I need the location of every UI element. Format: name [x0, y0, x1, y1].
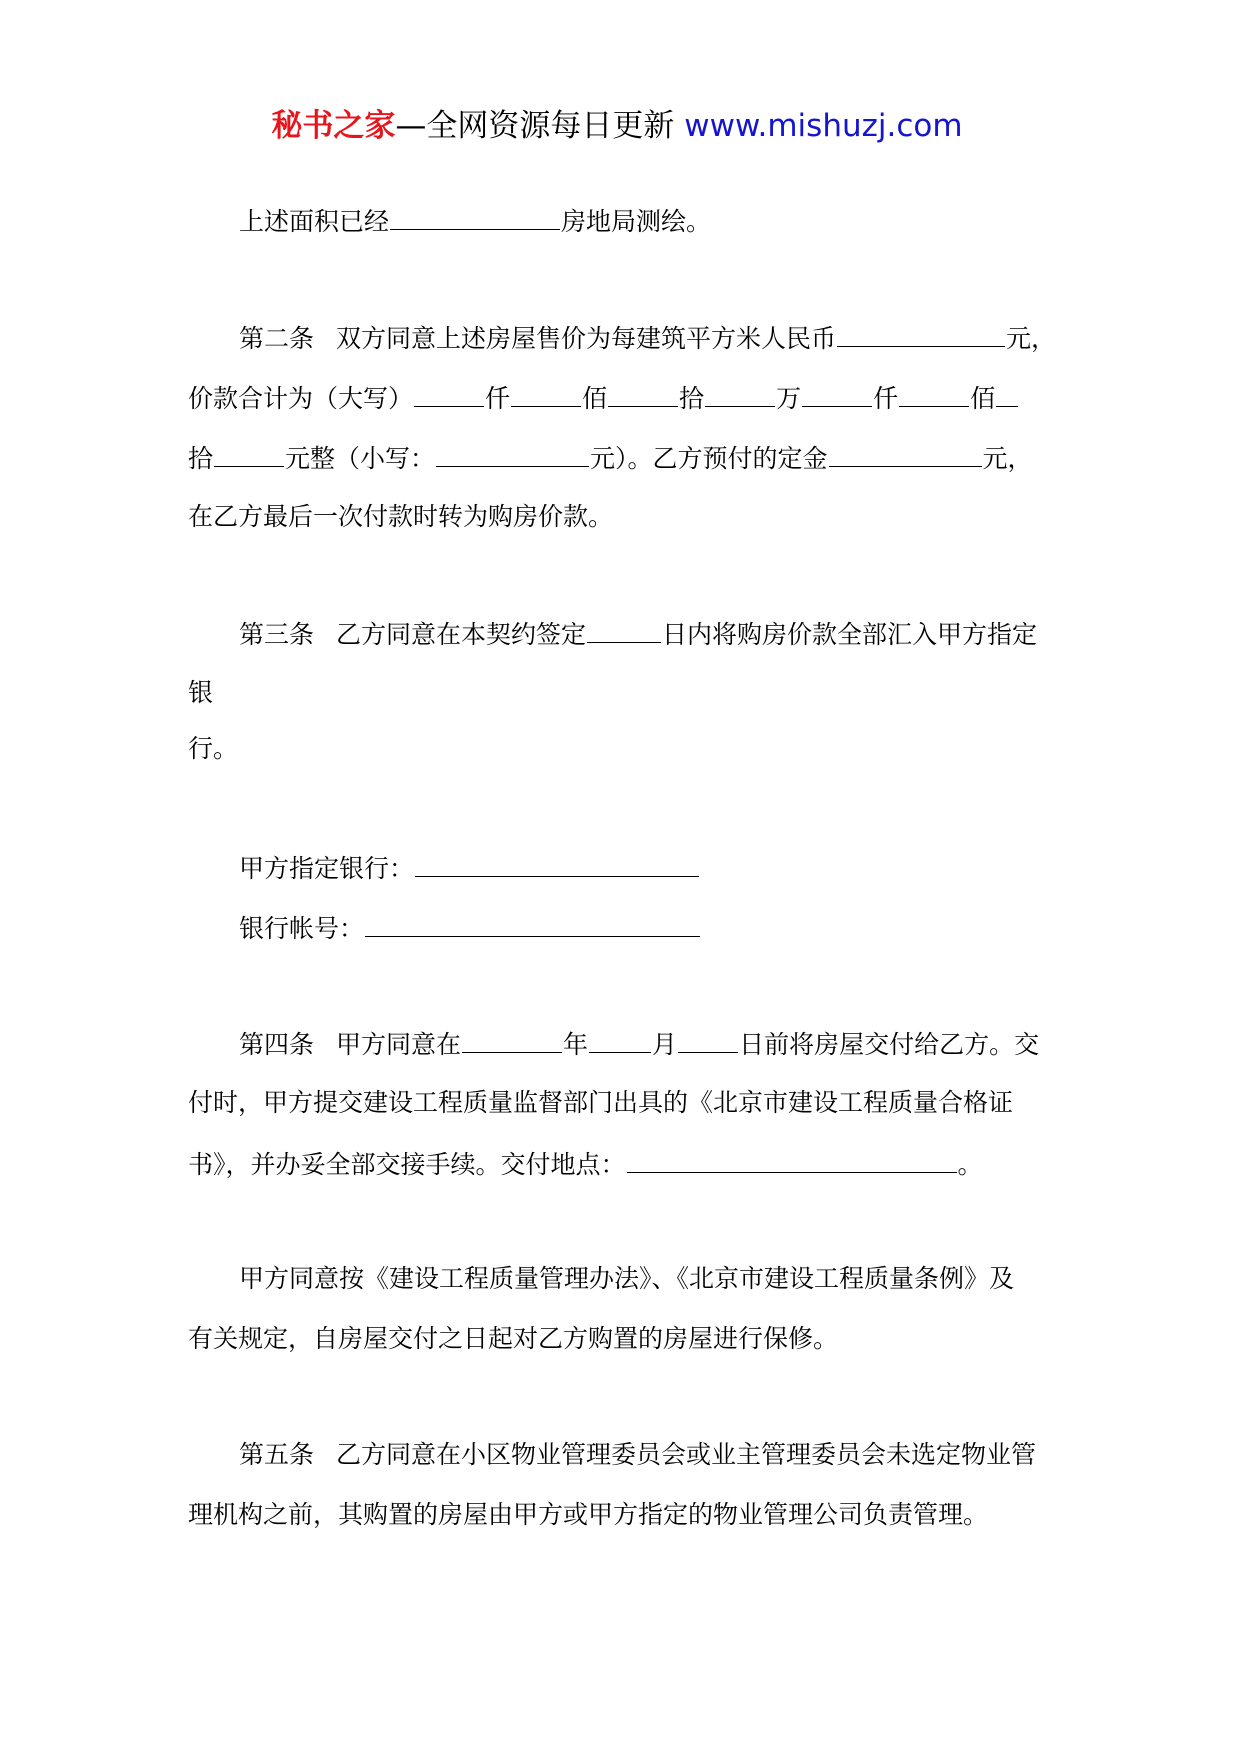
- blank-field: [587, 618, 661, 643]
- text: 上述面积已经: [239, 207, 390, 236]
- article-5-line-2: [188, 1500, 988, 1530]
- article-2-line-3: [188, 442, 1033, 474]
- text: 仟: [485, 384, 511, 413]
- text: 双方同意上述房屋售价为每建筑平方米人民币: [336, 324, 837, 353]
- text: 月: [652, 1030, 678, 1059]
- text: 银: [188, 678, 214, 707]
- blank-field: [608, 382, 678, 407]
- text: 年: [563, 1030, 589, 1059]
- blank-field: [511, 382, 581, 407]
- page-header: [0, 100, 1234, 145]
- text: 日前将房屋交付给乙方。交: [739, 1030, 1040, 1059]
- text: 书》，并办妥全部交接手续。交付地点：: [188, 1150, 626, 1179]
- article-5-line-1: [239, 1440, 1036, 1470]
- delivery-place-blank: [627, 1148, 957, 1173]
- text: 。: [957, 1150, 983, 1179]
- article-4-line-1: [239, 1028, 1039, 1060]
- text: 理机构之前，其购置的房屋由甲方或甲方指定的物业管理公司负责管理。: [188, 1500, 989, 1529]
- blank-field: [829, 442, 982, 467]
- blank-field: [589, 1028, 651, 1053]
- blank-field: [899, 382, 969, 407]
- text: 万: [776, 384, 802, 413]
- article-title: 第五条: [239, 1440, 315, 1469]
- brand-name: 秘书之家: [271, 108, 396, 144]
- text: 付时，甲方提交建设工程质量监督部门出具的《北京市建设工程质量合格证: [188, 1088, 1014, 1117]
- text: 元，: [982, 444, 1033, 473]
- text: 元，: [1006, 324, 1057, 353]
- text: 佰: [970, 384, 996, 413]
- text: 甲方同意在: [336, 1030, 462, 1059]
- article-3-line-3: [188, 734, 238, 764]
- blank-field: [678, 1028, 738, 1053]
- text: 日内将购房价款全部汇入甲方指定: [662, 620, 1038, 649]
- text: 甲方同意按《建设工程质量管理办法》、《北京市建设工程质量条例》及: [239, 1264, 1015, 1293]
- article-4-line-3: [188, 1148, 983, 1180]
- text: 元）。乙方预付的定金: [590, 444, 828, 473]
- warranty-line-1: [239, 1264, 1014, 1294]
- article-title: 第三条: [239, 620, 315, 649]
- article-2-line-2: [188, 382, 1019, 414]
- article-3-line-2: [188, 678, 213, 708]
- text: 价款合计为（大写）: [188, 384, 414, 413]
- bank-name-line: [239, 852, 700, 884]
- text: 甲方指定银行：: [239, 854, 415, 883]
- article-3-line-1: [239, 618, 1037, 650]
- text: 银行帐号：: [239, 914, 365, 943]
- bank-name-blank: [415, 852, 699, 877]
- header-slogan: —全网资源每日更新: [395, 108, 675, 144]
- blank-field: [802, 382, 872, 407]
- article-2-line-1: [239, 322, 1056, 354]
- article-4-line-2: [188, 1088, 1013, 1118]
- text: 在乙方最后一次付款时转为购房价款。: [188, 502, 614, 531]
- bank-account-line: [239, 912, 701, 944]
- text: 乙方同意在小区物业管理委员会或业主管理委员会未选定物业管: [336, 1440, 1037, 1469]
- blank-field: [214, 442, 284, 467]
- text: 乙方同意在本契约签定: [336, 620, 587, 649]
- article-title: 第四条: [239, 1030, 315, 1059]
- text: 房地局测绘。: [561, 207, 712, 236]
- blank-field: [705, 382, 775, 407]
- text: 仟: [873, 384, 899, 413]
- bank-account-blank: [365, 912, 700, 937]
- text: 拾: [679, 384, 705, 413]
- text: 有关规定，自房屋交付之日起对乙方购置的房屋进行保修。: [188, 1324, 839, 1353]
- article-2-line-4: [188, 502, 613, 532]
- article-title: 第二条: [239, 324, 315, 353]
- warranty-line-2: [188, 1324, 838, 1354]
- area-survey-line: [239, 205, 711, 237]
- blank-field: [462, 1028, 562, 1053]
- blank-field: [996, 382, 1018, 407]
- blank-field: [837, 322, 1005, 347]
- text: 元整（小写：: [285, 444, 436, 473]
- blank-field: [390, 205, 560, 230]
- blank-field: [436, 442, 589, 467]
- text: 拾: [188, 444, 214, 473]
- text: 行。: [188, 734, 239, 763]
- blank-field: [414, 382, 484, 407]
- text: 佰: [582, 384, 608, 413]
- header-url[interactable]: www.mishuzj.com: [684, 108, 963, 144]
